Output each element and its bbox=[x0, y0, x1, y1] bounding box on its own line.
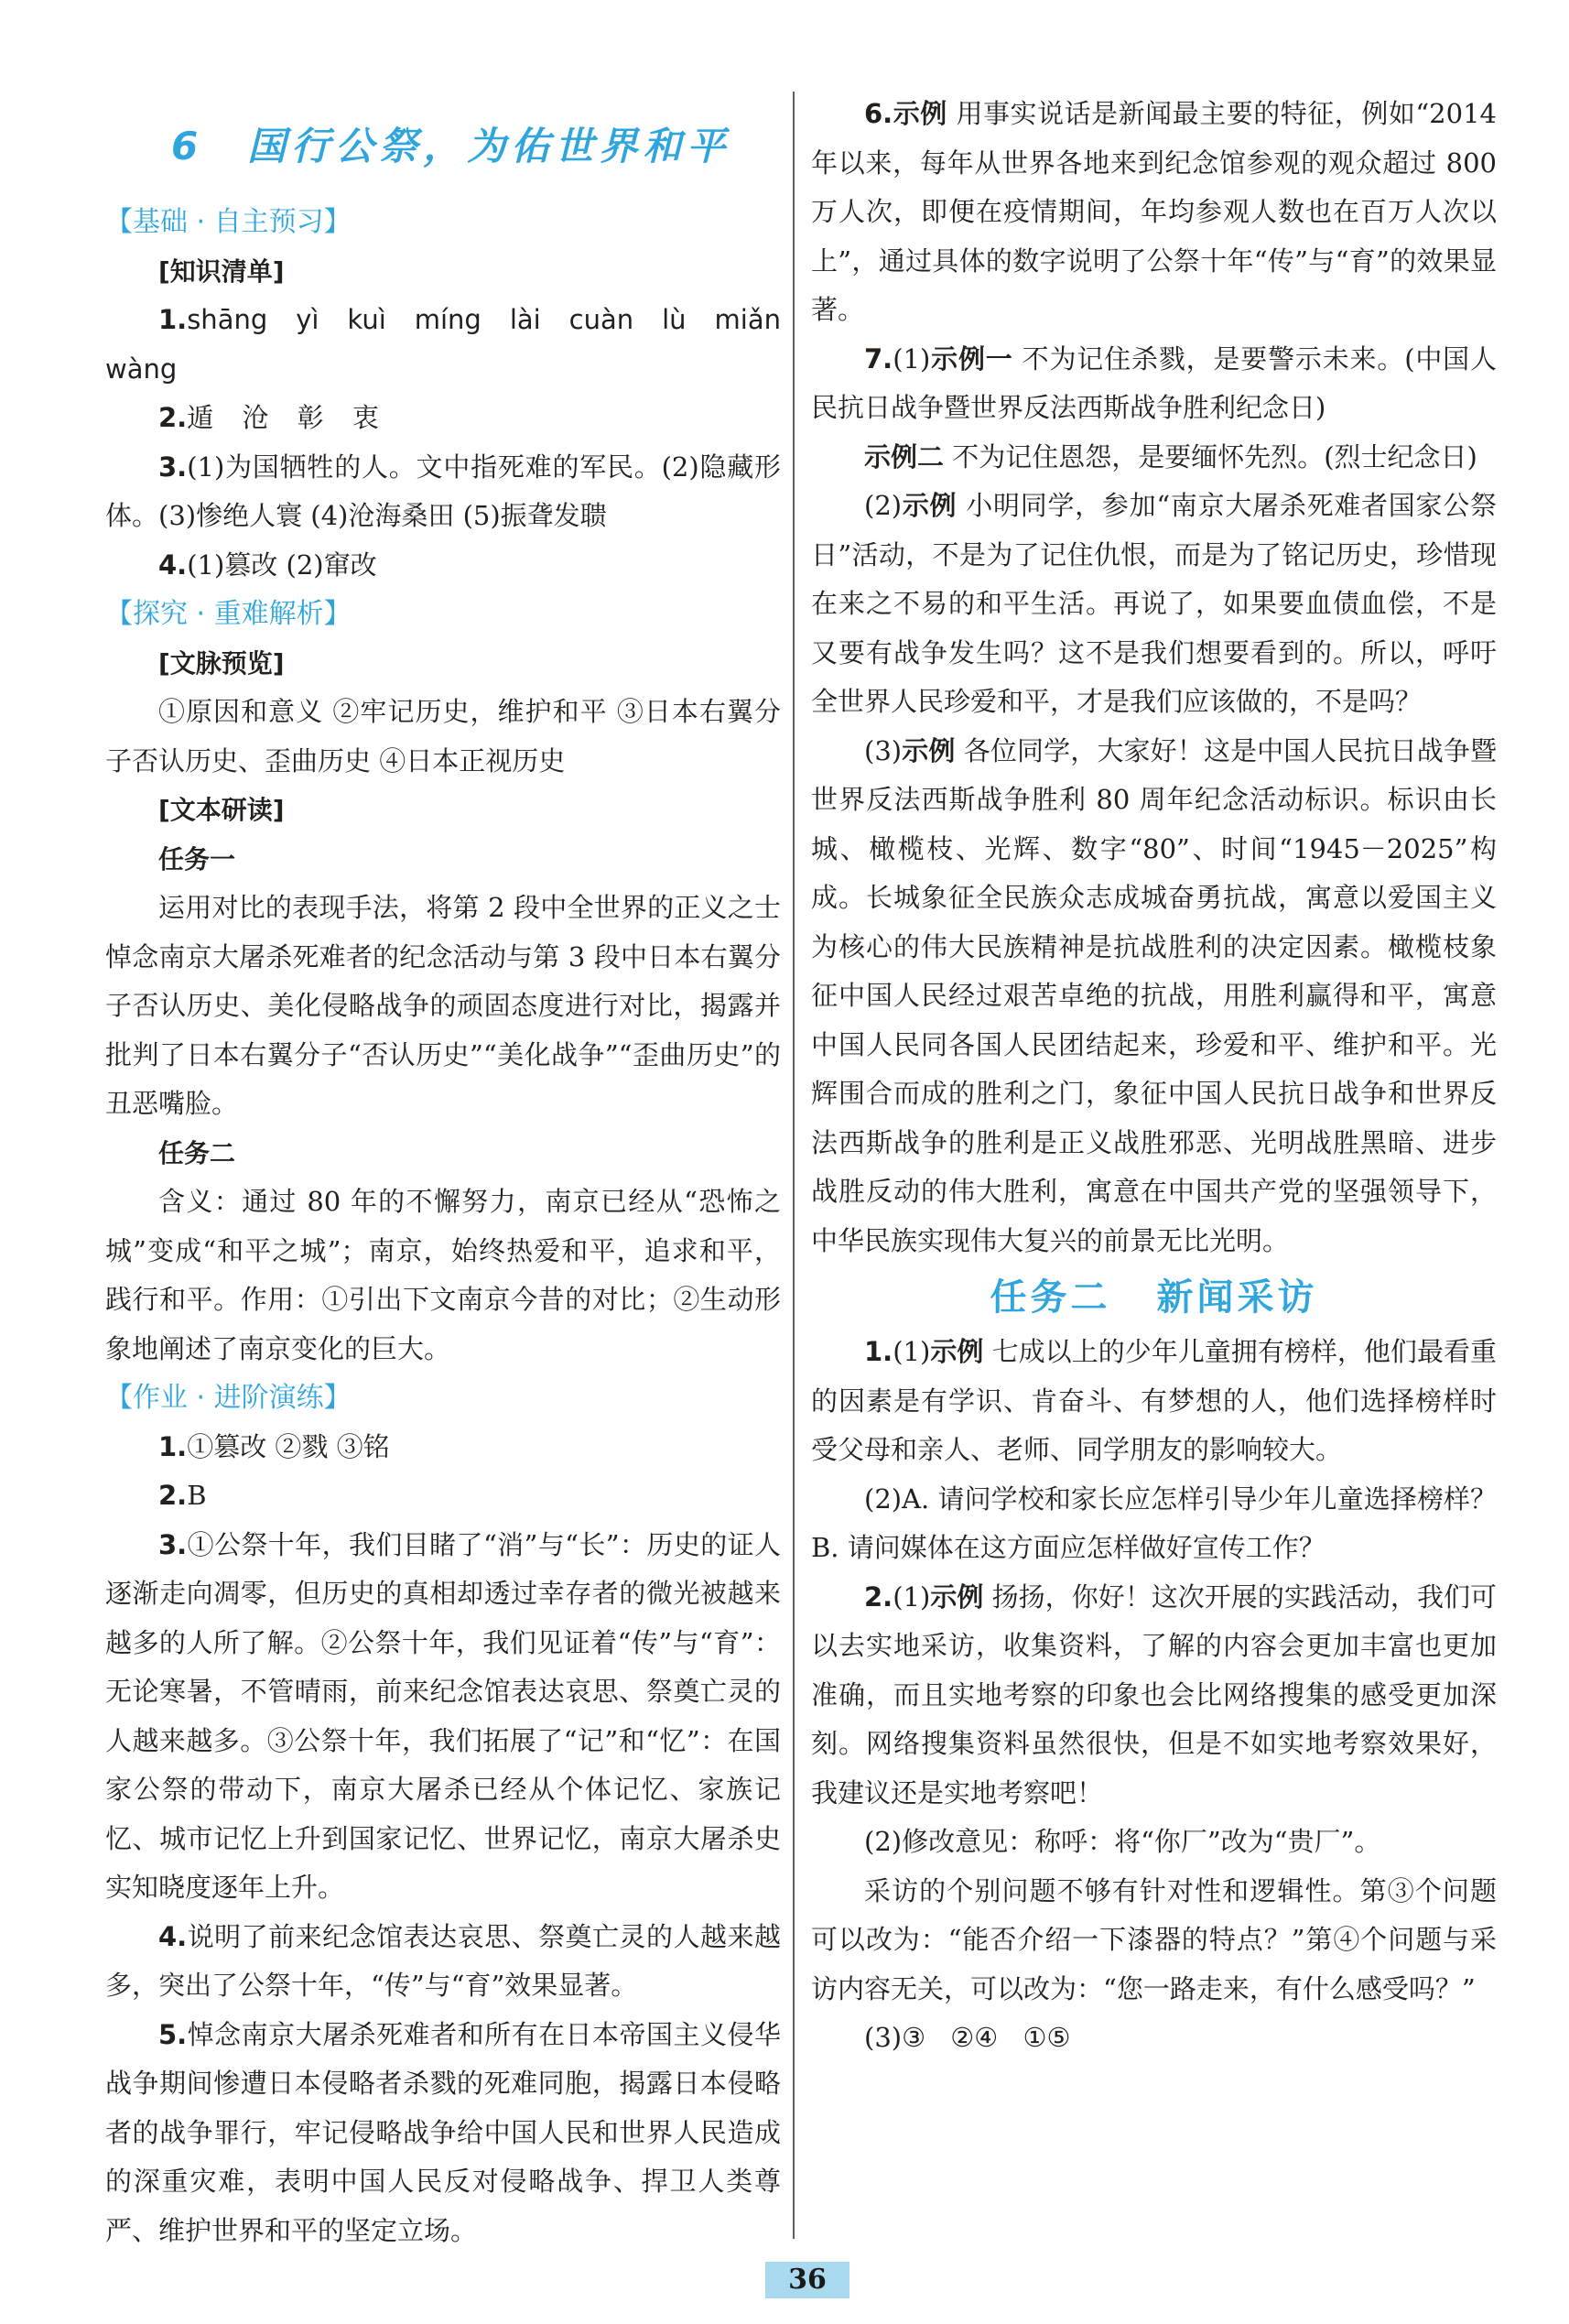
page-number: 36 bbox=[765, 2262, 849, 2298]
knowledge-item-4: 4.(1)篡改 (2)窜改 bbox=[158, 548, 377, 581]
context-text: ①原因和意义 ②牢记历史，维护和平 ③日本右翼分子否认历史、歪曲历史 ④日本正视历史 bbox=[105, 696, 781, 776]
news-answer-2-2: (2)修改意见：称呼：将“你厂”改为“贵厂”。 bbox=[864, 1826, 1381, 1857]
homework-item-3: 3.①公祭十年，我们目睹了“消”与“长”：历史的证人逐渐走向凋零，但历史的真相却透过幸存者的微光被越来越多的人所了解。②公祭十年，我们见证着“传”与“育”：无论寒暑，不管晴雨，前来纪念馆表达哀思、祭奠亡灵的人越来越多。③公祭十年，我们拓展了“记”和“忆”：在国家公祭的带动下，南京大屠杀已经从个体记忆、家族记忆、城市记忆上升到国家记忆、世界记忆，南京大屠杀史实知晓度逐年上升。 bbox=[105, 1528, 781, 1903]
section-basic: 【基础 · 自主预习】 bbox=[105, 206, 352, 238]
right-column bbox=[811, 90, 1497, 2063]
sub-knowledge: [知识清单] bbox=[158, 255, 285, 287]
task-two-name: 新闻采访 bbox=[1156, 1276, 1318, 1319]
lesson-title bbox=[171, 119, 781, 174]
sub-context: [文脉预览] bbox=[158, 647, 285, 679]
knowledge-item-2: 2.遁 沧 彰 衷 bbox=[158, 402, 379, 433]
lesson-title-text: 国行公祭，为佑世界和平 bbox=[247, 124, 731, 168]
news-answer-2-2-detail: 采访的个别问题不够有针对性和逻辑性。第③个问题可以改为：“能否介绍一下漆器的特点？”第④个问题与采访内容无关，可以改为：“您一路走来，有什么感受吗？” bbox=[811, 1874, 1497, 2004]
homework-item-1: 1.①篡改 ②戮 ③铭 bbox=[158, 1430, 390, 1462]
sub-study: [文本研读] bbox=[158, 795, 285, 825]
news-answer-1-1: 1.(1)示例 七成以上的少年儿童拥有榜样，他们最看重的因素是有学识、肯奋斗、有梦想的人，他们选择榜样时受父母和亲人、老师、同学朋友的影响较大。 bbox=[811, 1336, 1497, 1465]
section-explore: 【探究 · 重难解析】 bbox=[105, 598, 352, 630]
task-two-title bbox=[811, 1269, 1497, 1326]
lesson-number: 6 bbox=[171, 124, 204, 168]
homework-item-4: 4.说明了前来纪念馆表达哀思、祭奠亡灵的人越来越多，突出了公祭十年，“传”与“育”效果显著。 bbox=[105, 1920, 781, 2001]
task1-text: 运用对比的表现手法，将第 2 段中全世界的正义之士悼念南京大屠杀死难者的纪念活动与第 3 段中日本右翼分子否认历史、美化侵略战争的顽固态度进行对比，揭露并批判了日本右翼分子“否认历史”“美化战争”“歪曲历史”的丑恶嘴脸。 bbox=[105, 892, 781, 1119]
section-homework: 【作业 · 进阶演练】 bbox=[105, 1382, 352, 1414]
news-answer-1-2: (2)A. 请问学校和家长应怎样引导少年儿童选择榜样？ B. 请问媒体在这方面应怎样做好宣传工作？ bbox=[811, 1482, 1497, 1563]
homework-item-5: 5.悼念南京大屠杀死难者和所有在日本帝国主义侵华战争期间惨遭日本侵略者杀戮的死难同胞，揭露日本侵略者的战争罪行，牢记侵略战争给中国人民和世界人民造成的深重灾难，表明中国人民反对侵略战争、捍卫人类尊严、维护世界和平的坚定立场。 bbox=[105, 2018, 781, 2246]
answer-6: 6.示例 用事实说话是新闻最主要的特征，例如“2014 年以来，每年从世界各地来到纪念馆参观的观众超过 800 万人次，即便在疫情期间，年均参观人数也在百万人次以上”，通过具体的数字说明了公祭十年“传”与“育”的效果显著。 bbox=[811, 98, 1497, 325]
answer-7-3: (3)示例 各位同学，大家好！这是中国人民抗日战争暨世界反法西斯战争胜利 80 周年纪念活动标识。标识由长城、橄榄枝、光辉、数字“80”、时间“1945－2025”构成。长城象征全民族众志成城奋勇抗战，寓意以爱国主义为核心的伟大民族精神是抗战胜利的决定因素。橄榄枝象征中国人民经过艰苦卓绝的抗战，用胜利赢得和平，寓意中国人民同各国人民团结起来，珍爱和平、维护和平。光辉围合而成的胜利之门，象征中国人民抗日战争和世界反法西斯战争的胜利是正义战胜邪恶、光明战胜黑暗、进步战胜反动的伟大胜利，寓意在中国共产党的坚强领导下，中华民族实现伟大复兴的前景无比光明。 bbox=[811, 734, 1497, 1256]
answer-7-1: 7.(1)示例一 不为记住杀戮，是要警示未来。(中国人民抗日战争暨世界反法西斯战争胜利纪念日) bbox=[811, 342, 1497, 423]
task2-text: 含义：通过 80 年的不懈努力，南京已经从“恐怖之城”变成“和平之城”；南京，始终热爱和平，追求和平，践行和平。作用：①引出下文南京今昔的对比；②生动形象地阐述了南京变化的巨大。 bbox=[105, 1186, 781, 1364]
news-answer-2-1: 2.(1)示例 扬扬，你好！这次开展的实践活动，我们可以去实地采访，收集资料，了解的内容会更加丰富也更加准确，而且实地考察的印象也会比网络搜集的感受更加深刻。网络搜集资料虽然很快，但是不如实地考察效果好，我建议还是实地考察吧！ bbox=[811, 1580, 1497, 1808]
knowledge-item-1: 1.shāng yì kuì míng lài cuàn lù miǎn wàng bbox=[105, 304, 781, 385]
answer-7-2: (2)示例 小明同学，参加“南京大屠杀死难者国家公祭日”活动，不是为了记住仇恨，而是为了铭记历史，珍惜现在来之不易的和平生活。再说了，如果要血债血偿，不是又要有战争发生吗？这不是我们想要看到的。所以，呼吁全世界人民珍爱和平，才是我们应该做的，不是吗？ bbox=[811, 490, 1497, 717]
homework-item-2: 2.B bbox=[158, 1480, 207, 1511]
left-column bbox=[105, 92, 781, 2255]
task2-label: 任务二 bbox=[158, 1137, 236, 1168]
task-two-label: 任务二 bbox=[990, 1276, 1111, 1319]
news-answer-2-3: (3)③ ②④ ①⑤ bbox=[864, 2022, 1071, 2053]
task1-label: 任务一 bbox=[158, 843, 236, 874]
column-divider bbox=[793, 92, 795, 2239]
answer-7-1-b: 示例二 不为记住恩怨，是要缅怀先烈。(烈士纪念日) bbox=[864, 440, 1477, 472]
knowledge-item-3: 3.(1)为国牺牲的人。文中指死难的军民。(2)隐藏形体。(3)惨绝人寰 (4)沧海桑田 (5)振聋发聩 bbox=[105, 451, 781, 531]
